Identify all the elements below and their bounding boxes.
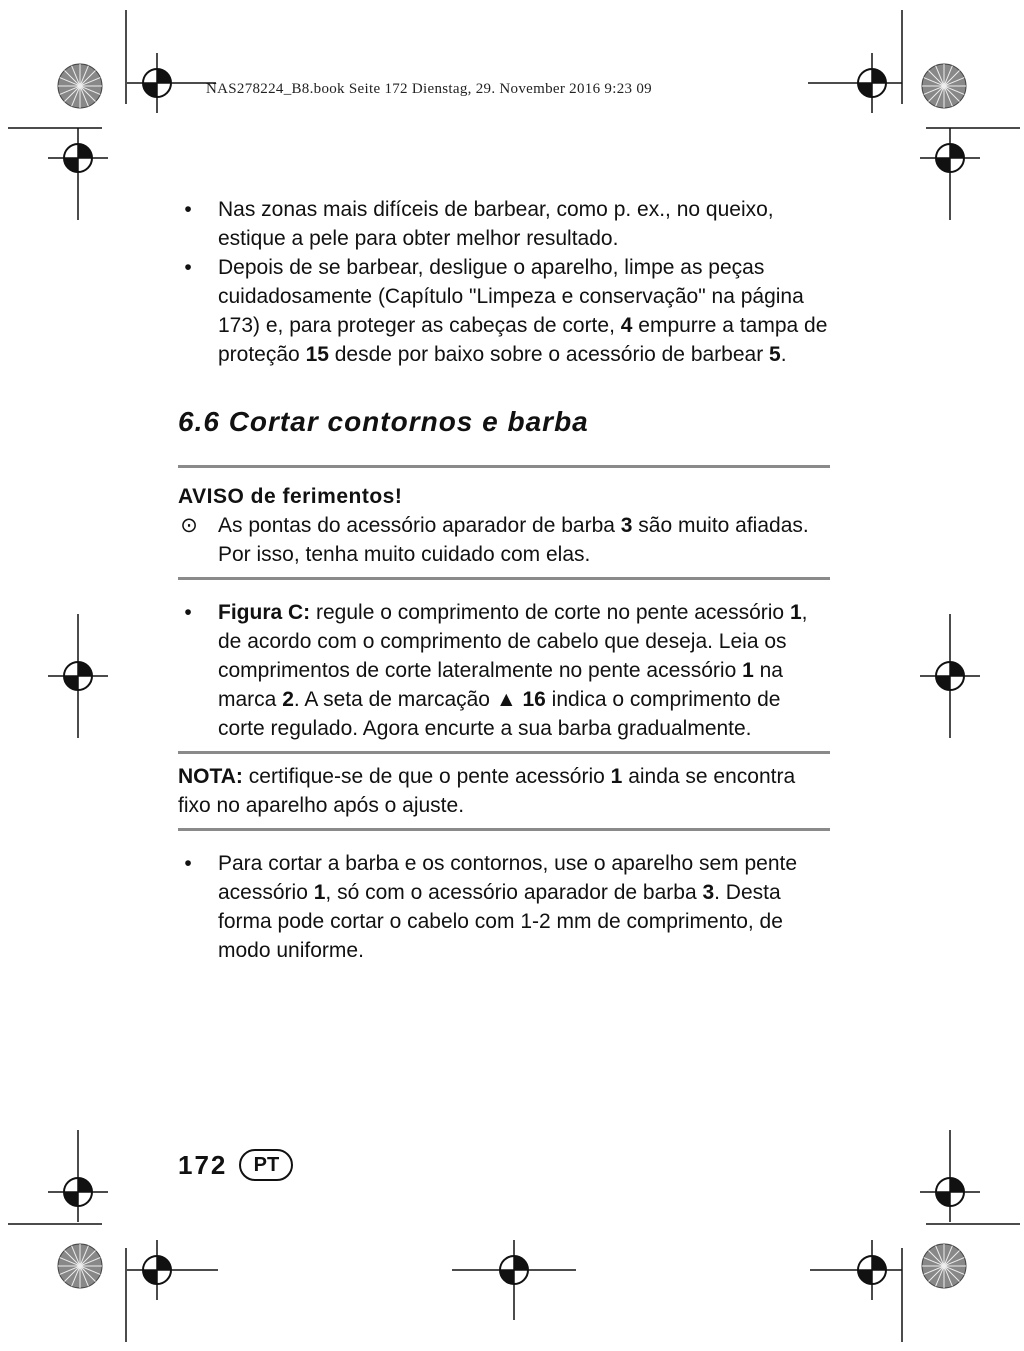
section-heading: 6.6 Cortar contornos e barba [178, 406, 589, 437]
registration-mark-icon [48, 1162, 108, 1222]
registration-mark-icon [127, 53, 187, 113]
warning-text: As pontas do acessório aparador de barba 3 são muito afiadas. Por isso, tenha muito cuidado com elas. [218, 514, 809, 566]
bullet-icon: • [184, 198, 192, 221]
figure-label: Figura C: [218, 601, 311, 624]
bullet-icon: • [184, 256, 192, 279]
list-item [178, 849, 830, 965]
note-block: NOTA: certifique-se de que o pente acessório 1 ainda se encontra fixo no aparelho após o ajuste. [178, 765, 796, 817]
sunburst-mark-icon [58, 64, 102, 108]
page-content [178, 195, 830, 965]
list-item [178, 598, 830, 743]
list-item-text: Para cortar a barba e os contornos, use o aparelho sem pente acessório 1, só com o acessório aparador de barba 3. Desta forma pode cortar o cabelo com 1-2 mm de comprimento, de modo uniforme. [218, 852, 798, 962]
list-item-text: Figura C: regule o comprimento de corte no pente acessório 1, de acordo com o comprimento de cabelo que deseja. Leia os comprimentos de corte lateralmente no pente acessório 1 na marca 2. A seta de marcação ▲ 16 indica o comprimento de corte regulado. Agora encurte a sua barba gradualmente. [218, 601, 808, 740]
registration-mark-icon [842, 1240, 902, 1300]
bullet-icon: • [184, 601, 192, 624]
page-number: 172 [178, 1149, 228, 1180]
list-item [178, 195, 830, 253]
registration-mark-icon [48, 646, 108, 706]
warning-item [178, 511, 830, 569]
note-label: NOTA: [178, 765, 243, 788]
list-item-text: Nas zonas mais difíceis de barbear, como p. ex., no queixo, estique a pele para obter melhor resultado. [218, 198, 774, 250]
page-footer [178, 1149, 293, 1181]
warning-bullet-icon: ⊙ [180, 514, 198, 537]
registration-mark-icon [48, 128, 108, 188]
registration-mark-icon [484, 1240, 544, 1300]
list-item-text: Depois de se barbear, desligue o aparelho, limpe as peças cuidadosamente (Capítulo "Limpeza e conservação" na página 173) e, para proteger as cabeças de corte, 4 empurre a tampa de proteção 15 desde por baixo sobre o acessório de barbear 5. [218, 256, 828, 366]
sunburst-mark-icon [58, 1244, 102, 1288]
bullet-icon: • [184, 852, 192, 875]
registration-mark-icon [920, 128, 980, 188]
sunburst-mark-icon [922, 1244, 966, 1288]
sunburst-mark-icon [922, 64, 966, 108]
registration-mark-icon [842, 53, 902, 113]
warning-box [178, 465, 830, 580]
language-badge: PT [239, 1149, 293, 1181]
warning-title: AVISO de ferimentos! [178, 485, 403, 508]
registration-mark-icon [920, 1162, 980, 1222]
print-header-info: NAS278224_B8.book Seite 172 Dienstag, 29. November 2016 9:23 09 [206, 81, 652, 97]
registration-mark-icon [920, 646, 980, 706]
divider [178, 465, 830, 468]
registration-mark-icon [127, 1240, 187, 1300]
list-item [178, 253, 830, 369]
